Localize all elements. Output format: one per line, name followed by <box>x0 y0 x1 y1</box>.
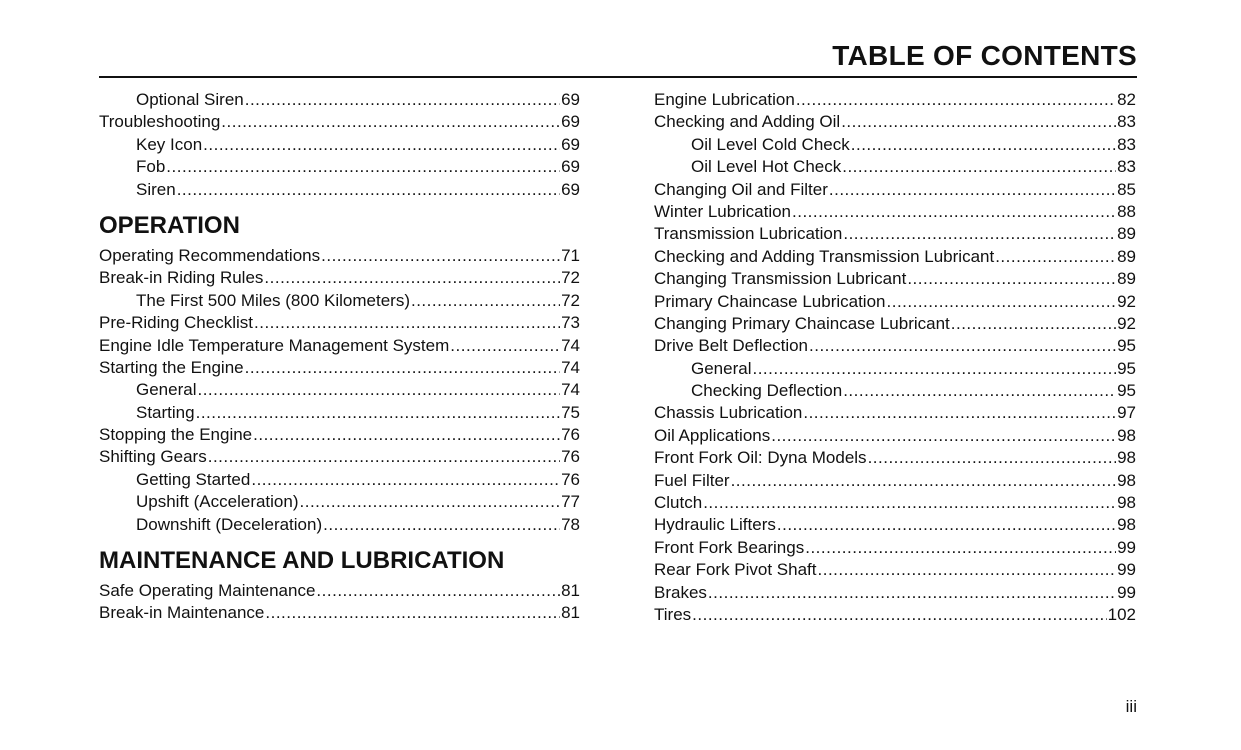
toc-entry-page-number: 76 <box>561 425 580 445</box>
toc-entry-page-number: 98 <box>1117 515 1136 535</box>
toc-entry-label: Changing Transmission Lubricant <box>654 269 907 289</box>
toc-group-maintenance <box>99 580 580 625</box>
dot-leader <box>851 134 1116 156</box>
dot-leader <box>221 111 560 133</box>
dot-leader <box>842 156 1116 178</box>
dot-leader <box>177 179 560 201</box>
toc-entry[interactable] <box>654 268 1136 290</box>
toc-entry[interactable] <box>99 111 580 133</box>
toc-entry[interactable] <box>99 424 580 446</box>
section-heading-operation[interactable]: OPERATION <box>99 211 240 239</box>
toc-entry-page-number: 74 <box>561 335 580 355</box>
toc-entry-page-number: 76 <box>561 469 580 489</box>
toc-entry-page-number: 98 <box>1117 470 1136 490</box>
toc-entry-page-number: 69 <box>561 134 580 154</box>
toc-entry-label: Break-in Riding Rules <box>99 268 264 288</box>
dot-leader <box>196 402 560 424</box>
toc-entry[interactable] <box>99 156 580 178</box>
toc-entry[interactable] <box>654 313 1136 335</box>
toc-entry-page-number: 89 <box>1117 224 1136 244</box>
toc-entry-label: Tires <box>654 604 692 624</box>
dot-leader <box>450 335 560 357</box>
toc-entry[interactable] <box>654 358 1136 380</box>
toc-entry-page-number: 83 <box>1117 112 1136 132</box>
toc-entry-label: Shifting Gears <box>99 447 207 467</box>
toc-entry[interactable] <box>99 335 580 357</box>
toc-entry-page-number: 83 <box>1117 157 1136 177</box>
dot-leader <box>323 514 560 536</box>
dot-leader <box>411 290 560 312</box>
toc-entry-label: Engine Lubrication <box>654 90 795 109</box>
toc-entry[interactable] <box>99 245 580 267</box>
toc-entry[interactable] <box>654 179 1136 201</box>
toc-entry[interactable] <box>654 514 1136 536</box>
toc-entry-page-number: 77 <box>561 492 580 512</box>
toc-entry-page-number: 88 <box>1117 201 1136 221</box>
toc-entry-label: Front Fork Oil: Dyna Models <box>654 448 867 468</box>
toc-entry-label: Stopping the Engine <box>99 425 253 445</box>
toc-list <box>99 580 580 625</box>
toc-entry-label: Operating Recommendations <box>99 245 321 265</box>
toc-entry[interactable] <box>99 469 580 491</box>
toc-entry-label: General <box>136 380 197 400</box>
page-number: iii <box>1125 697 1137 716</box>
toc-entry[interactable] <box>654 492 1136 514</box>
dot-leader <box>265 602 560 624</box>
toc-entry-page-number: 74 <box>561 357 580 377</box>
toc-entry[interactable] <box>654 201 1136 223</box>
toc-entry-label: Downshift (Deceleration) <box>136 514 323 534</box>
header-rule <box>99 76 1137 78</box>
toc-entry-page-number: 98 <box>1117 493 1136 513</box>
toc-entry-page-number: 73 <box>561 313 580 333</box>
dot-leader <box>843 223 1116 245</box>
toc-group-top <box>99 89 580 201</box>
toc-entry-label: Engine Idle Temperature Management System <box>99 335 450 355</box>
toc-entry[interactable] <box>654 291 1136 313</box>
dot-leader <box>752 358 1116 380</box>
toc-entry[interactable] <box>654 604 1136 626</box>
toc-entry-label: Drive Belt Deflection <box>654 336 809 356</box>
toc-entry-page-number: 85 <box>1117 179 1136 199</box>
toc-entry[interactable] <box>99 312 580 334</box>
toc-entry[interactable] <box>99 446 580 468</box>
toc-list <box>99 245 580 536</box>
toc-entry-page-number: 102 <box>1107 604 1136 624</box>
toc-entry[interactable] <box>99 179 580 201</box>
dot-leader <box>887 291 1117 313</box>
toc-entry-label: Troubleshooting <box>99 112 221 132</box>
toc-entry-label: Starting the Engine <box>99 357 244 377</box>
toc-entry-page-number: 69 <box>561 90 580 109</box>
toc-entry-label: Optional Siren <box>136 90 244 109</box>
dot-leader <box>251 469 560 491</box>
toc-entry[interactable] <box>654 89 1136 111</box>
dot-leader <box>245 89 560 111</box>
toc-entry-page-number: 98 <box>1117 448 1136 468</box>
toc-entry-label: Upshift (Acceleration) <box>136 492 299 512</box>
toc-entry-page-number: 81 <box>561 581 580 601</box>
toc-entry[interactable] <box>654 380 1136 402</box>
toc-entry-page-number: 82 <box>1117 90 1136 109</box>
section-heading-maintenance[interactable]: MAINTENANCE AND LUBRICATION <box>99 547 505 575</box>
dot-leader <box>321 245 560 267</box>
toc-entry-label: Primary Chaincase Lubrication <box>654 291 886 311</box>
toc-entry-page-number: 95 <box>1117 358 1136 378</box>
toc-entry-page-number: 95 <box>1117 381 1136 401</box>
toc-entry-label: Checking and Adding Transmission Lubricant <box>654 246 995 266</box>
toc-entry[interactable] <box>99 514 580 536</box>
toc-entry-label: Siren <box>136 179 176 199</box>
toc-entry-page-number: 76 <box>561 447 580 467</box>
toc-entry[interactable] <box>99 402 580 424</box>
toc-entry-page-number: 72 <box>561 290 580 310</box>
toc-entry-label: Break-in Maintenance <box>99 603 265 623</box>
toc-entry-label: Changing Primary Chaincase Lubricant <box>654 313 950 333</box>
toc-entry-page-number: 95 <box>1117 336 1136 356</box>
toc-entry[interactable] <box>99 89 580 111</box>
toc-column-right <box>654 89 1136 626</box>
toc-entry[interactable] <box>654 582 1136 604</box>
toc-entry-label: Hydraulic Lifters <box>654 515 776 535</box>
toc-entry[interactable] <box>99 602 580 624</box>
toc-entry[interactable] <box>654 134 1136 156</box>
toc-entry[interactable] <box>654 402 1136 424</box>
toc-entry-page-number: 89 <box>1117 269 1136 289</box>
dot-leader <box>809 335 1116 357</box>
toc-entry[interactable] <box>99 134 580 156</box>
toc-entry-label: Rear Fork Pivot Shaft <box>654 560 817 580</box>
toc-entry[interactable] <box>654 156 1136 178</box>
toc-entry[interactable] <box>99 267 580 289</box>
toc-entry[interactable] <box>654 470 1136 492</box>
toc-entry-page-number: 72 <box>561 268 580 288</box>
toc-entry[interactable] <box>99 580 580 602</box>
dot-leader <box>805 537 1116 559</box>
toc-entry-label: Key Icon <box>136 134 203 154</box>
toc-entry-label: Checking Deflection <box>691 381 843 401</box>
toc-entry-page-number: 98 <box>1117 425 1136 445</box>
toc-entry-label: Pre-Riding Checklist <box>99 313 253 333</box>
dot-leader <box>777 514 1116 536</box>
toc-entry-page-number: 99 <box>1117 537 1136 557</box>
dot-leader <box>692 604 1106 626</box>
toc-entry-label: The First 500 Miles (800 Kilometers) <box>136 290 410 310</box>
toc-entry-page-number: 69 <box>561 157 580 177</box>
toc-entry[interactable] <box>654 246 1136 268</box>
toc-entry-label: Clutch <box>654 493 703 513</box>
dot-leader <box>803 402 1116 424</box>
toc-entry-label: Fuel Filter <box>654 470 730 490</box>
dot-leader <box>708 582 1116 604</box>
dot-leader <box>703 492 1116 514</box>
toc-column-left <box>99 89 580 625</box>
toc-entry-page-number: 99 <box>1117 582 1136 602</box>
page-title: TABLE OF CONTENTS <box>832 40 1137 71</box>
toc-entry-label: Starting <box>136 402 195 422</box>
toc-entry-label: Fob <box>136 157 166 177</box>
dot-leader <box>197 379 560 401</box>
dot-leader <box>792 201 1116 223</box>
toc-entry-label: Safe Operating Maintenance <box>99 581 316 601</box>
toc-entry[interactable] <box>99 290 580 312</box>
toc-entry[interactable] <box>99 379 580 401</box>
toc-entry-label: Brakes <box>654 582 707 602</box>
dot-leader <box>868 447 1117 469</box>
toc-entry-page-number: 89 <box>1117 246 1136 266</box>
dot-leader <box>771 425 1116 447</box>
dot-leader <box>995 246 1116 268</box>
toc-entry[interactable] <box>654 335 1136 357</box>
dot-leader <box>208 446 560 468</box>
toc-entry[interactable] <box>99 491 580 513</box>
toc-entry-label: Oil Applications <box>654 425 771 445</box>
toc-entry-page-number: 92 <box>1117 291 1136 311</box>
toc-entry-page-number: 74 <box>561 380 580 400</box>
toc-entry-label: Chassis Lubrication <box>654 403 803 423</box>
toc-list <box>99 89 580 201</box>
toc-entry-page-number: 69 <box>561 179 580 199</box>
toc-entry-label: Checking and Adding Oil <box>654 112 841 132</box>
toc-entry[interactable] <box>654 223 1136 245</box>
dot-leader <box>843 380 1116 402</box>
dot-leader <box>166 156 560 178</box>
dot-leader <box>829 179 1116 201</box>
toc-entry[interactable] <box>654 447 1136 469</box>
dot-leader <box>316 580 560 602</box>
toc-entry[interactable] <box>654 425 1136 447</box>
toc-group-operation <box>99 245 580 536</box>
dot-leader <box>203 134 560 156</box>
dot-leader <box>796 89 1116 111</box>
toc-entry-page-number: 78 <box>561 514 580 534</box>
toc-entry-label: Oil Level Cold Check <box>691 134 850 154</box>
dot-leader <box>841 111 1116 133</box>
toc-entry-label: Getting Started <box>136 469 251 489</box>
dot-leader <box>253 424 560 446</box>
toc-entry-page-number: 83 <box>1117 134 1136 154</box>
toc-entry-page-number: 75 <box>561 402 580 422</box>
toc-entry-page-number: 92 <box>1117 313 1136 333</box>
toc-entry-label: Changing Oil and Filter <box>654 179 828 199</box>
dot-leader <box>951 313 1116 335</box>
dot-leader <box>245 357 560 379</box>
dot-leader <box>264 267 560 289</box>
toc-entry[interactable] <box>654 537 1136 559</box>
dot-leader <box>731 470 1117 492</box>
dot-leader <box>254 312 560 334</box>
toc-entry[interactable] <box>654 111 1136 133</box>
toc-entry-page-number: 99 <box>1117 560 1136 580</box>
toc-entry-page-number: 81 <box>561 603 580 623</box>
dot-leader <box>907 268 1116 290</box>
toc-entry-page-number: 69 <box>561 112 580 132</box>
toc-entry-page-number: 71 <box>561 245 580 265</box>
toc-entry-label: Transmission Lubrication <box>654 224 843 244</box>
toc-entry-page-number: 97 <box>1117 403 1136 423</box>
toc-entry-label: General <box>691 358 752 378</box>
toc-entry[interactable] <box>99 357 580 379</box>
toc-entry-label: Front Fork Bearings <box>654 537 805 557</box>
dot-leader <box>300 491 561 513</box>
toc-entry[interactable] <box>654 559 1136 581</box>
dot-leader <box>818 559 1117 581</box>
toc-entry-label: Winter Lubrication <box>654 201 792 221</box>
toc-entry-label: Oil Level Hot Check <box>691 157 842 177</box>
